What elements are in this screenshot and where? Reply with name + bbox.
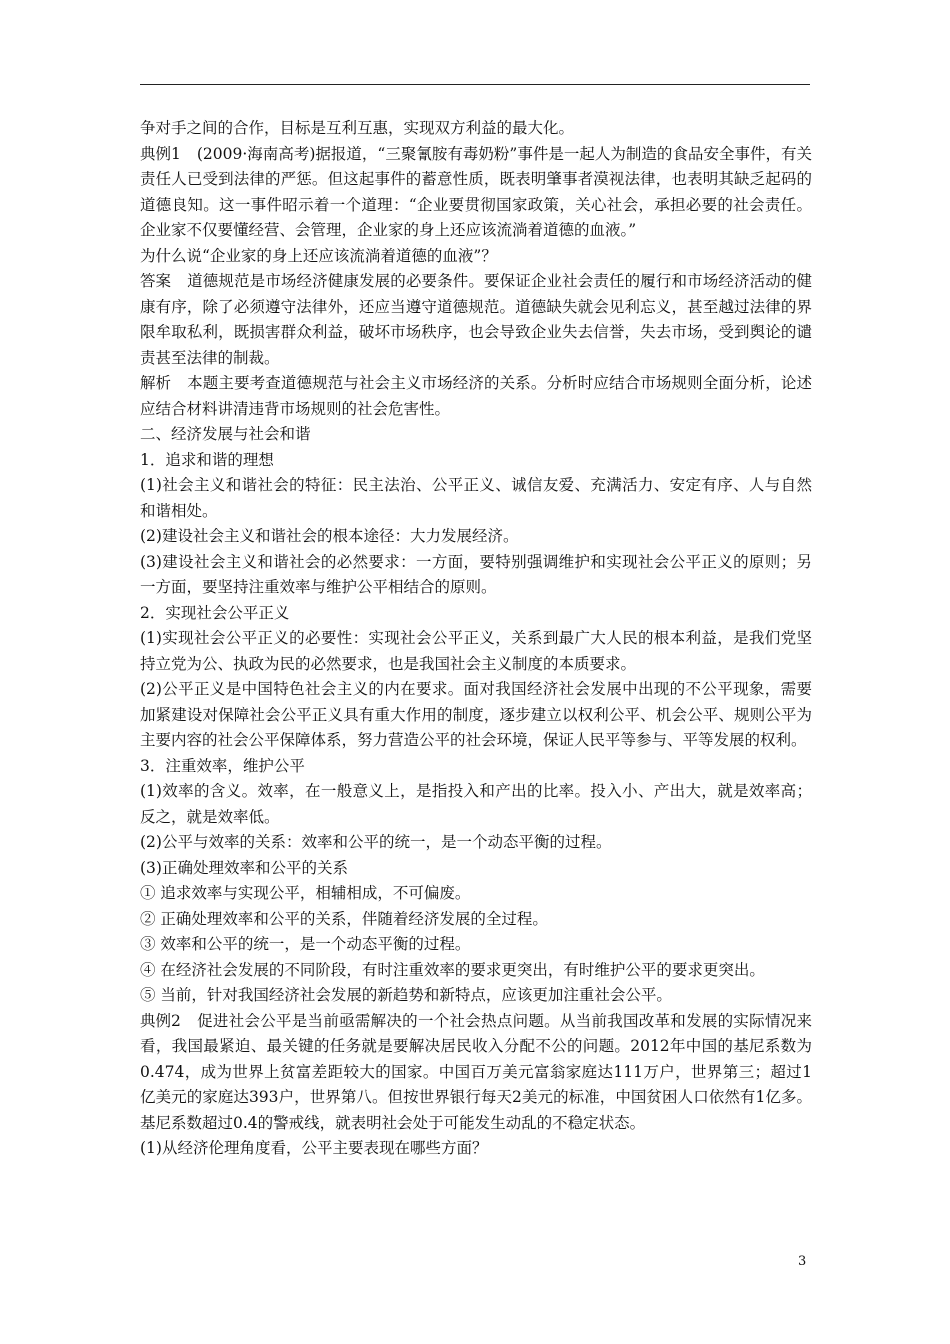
paragraph: 争对手之间的合作，目标是互利互惠，实现双方利益的最大化。 bbox=[140, 119, 575, 137]
answer-label: 答案 bbox=[140, 272, 172, 290]
paragraph: (3)建设社会主义和谐社会的必然要求：一方面，要特别强调维护和实现社会公平正义的原则；另一方面，要坚持注重效率与维护公平相结合的原则。 bbox=[140, 552, 812, 596]
paragraph: (1)社会主义和谐社会的特征：民主法治、公平正义、诚信友爱、充满活力、安定有序、人与自然和谐相处。 bbox=[140, 476, 812, 520]
list-item: ⑤ 当前，针对我国经济社会发展的新趋势和新特点，应该更加注重社会公平。 bbox=[140, 986, 672, 1004]
example-2-paragraph: 典例2 促进社会公平是当前亟需解决的一个社会热点问题。从当前我国改革和发展的实际情况来看，我国最紧迫、最关键的任务就是要解决居民收入分配不公的问题。2012年中国的基尼系数为0.474，成为世界上贫富差距较大的国家。中国百万美元富翁家庭达111万户，世界第三；超过1亿美元的家庭达393户，世界第八。但按世界银行每天2美元的标准，中国贫困人口依然有1亿多。基尼系数超过0.4的警戒线，就表明社会处于可能发生动乱的不稳定状态。 bbox=[140, 1009, 812, 1137]
paragraph: (2)公平正义是中国特色社会主义的内在要求。面对我国经济社会发展中出现的不公平现象，需要加紧建设对保障社会公平正义具有重大作用的制度，逐步建立以权利公平、机会公平、规则公平为主要内容的社会公平保障体系，努力营造公平的社会环境，保证人民平等参与、平等发展的权利。 bbox=[140, 680, 812, 749]
answer-paragraph: 答案 道德规范是市场经济健康发展的必要条件。要保证企业社会责任的履行和市场经济活动的健康有序，除了必须遵守法律外，还应当遵守道德规范。道德缺失就会见利忘义，甚至越过法律的界限牟取私利，既损害群众利益，破坏市场秩序，也会导致企业失去信誉，失去市场，受到舆论的谴责甚至法律的制裁。 bbox=[140, 269, 812, 371]
list-item: ④ 在经济社会发展的不同阶段，有时注重效率的要求更突出，有时维护公平的要求更突出。 bbox=[140, 960, 765, 979]
analysis-label: 解析 bbox=[140, 374, 172, 392]
paragraph: (2)公平与效率的关系：效率和公平的统一，是一个动态平衡的过程。 bbox=[140, 833, 612, 851]
question-paragraph: (1)从经济伦理角度看，公平主要表现在哪些方面？ bbox=[140, 1139, 488, 1157]
page-body bbox=[140, 116, 812, 1162]
example-label: 典例1 bbox=[140, 144, 181, 163]
question-paragraph: 为什么说“企业家的身上还应该流淌着道德的血液”？ bbox=[140, 246, 497, 265]
list-item: ② 正确处理效率和公平的关系，伴随着经济发展的全过程。 bbox=[140, 909, 548, 928]
example-1-paragraph: 典例1 (2009·海南高考)据报道，“三聚氰胺有毒奶粉”事件是一起人为制造的食品安全事件，有关责任人已受到法律的严惩。但这起事件的蓄意性质，既表明肇事者漠视法律，也表明其缺乏起码的道德良知。这一事件昭示着一个道理：“企业要贯彻国家政策，关心社会，承担必要的社会责任。企业家不仅要懂经营、会管理，企业家的身上还应该流淌着道德的血液。” bbox=[140, 142, 812, 244]
section-heading: 二、经济发展与社会和谐 bbox=[140, 425, 311, 443]
paragraph: (3)正确处理效率和公平的关系 bbox=[140, 858, 348, 877]
analysis-paragraph: 解析 本题主要考查道德规范与社会主义市场经济的关系。分析时应结合市场规则全面分析，论述应结合材料讲清违背市场规则的社会危害性。 bbox=[140, 371, 812, 422]
subsection-heading: 3．注重效率，维护公平 bbox=[140, 756, 305, 775]
subsection-heading: 2．实现社会公平正义 bbox=[140, 603, 290, 622]
subsection-heading: 1．追求和谐的理想 bbox=[140, 450, 274, 469]
paragraph: (1)效率的含义。效率，在一般意义上，是指投入和产出的比率。投入小、产出大，就是效率高；反之，就是效率低。 bbox=[140, 782, 812, 826]
paragraph: (1)实现社会公平正义的必要性：实现社会公平正义，关系到最广大人民的根本利益，是我们党坚持立党为公、执政为民的必然要求，也是我国社会主义制度的本质要求。 bbox=[140, 629, 812, 673]
paragraph: (2)建设社会主义和谐社会的根本途径：大力发展经济。 bbox=[140, 527, 519, 545]
page-number: 3 bbox=[798, 1254, 807, 1269]
list-item: ① 追求效率与实现公平，相辅相成，不可偏废。 bbox=[140, 884, 471, 902]
example-label: 典例2 bbox=[140, 1011, 181, 1030]
list-item: ③ 效率和公平的统一，是一个动态平衡的过程。 bbox=[140, 935, 471, 953]
header-rule bbox=[140, 84, 810, 85]
